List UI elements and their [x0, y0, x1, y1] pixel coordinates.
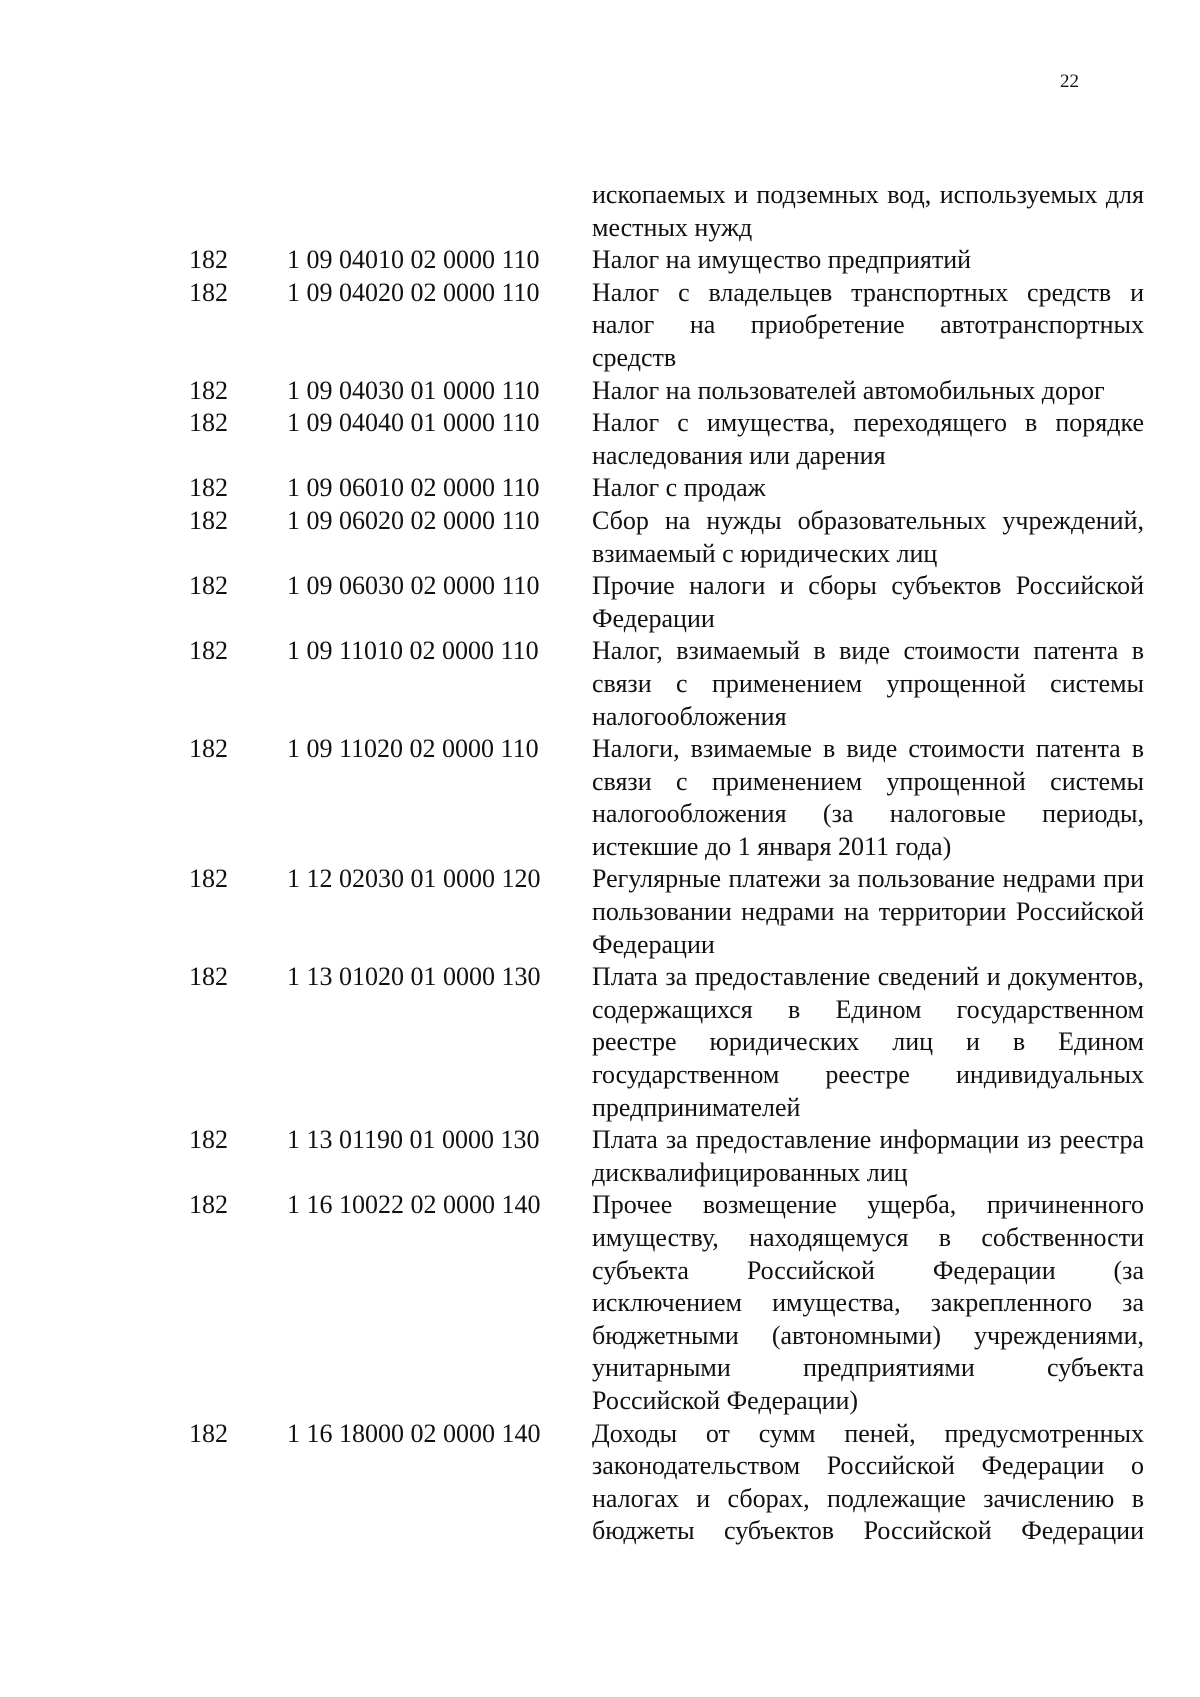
income-name-cell: Плата за предоставление информации из реестра дисквалифицированных лиц [592, 1125, 1144, 1187]
admin-code-cell: 182 [189, 505, 228, 535]
budget-code-cell: 1 12 02030 01 0000 120 [287, 864, 541, 894]
admin-code-cell: 182 [189, 962, 228, 992]
table-row [0, 375, 1200, 408]
admin-code-cell: 182 [189, 734, 228, 764]
income-name-cell: Сбор на нужды образовательных учреждений, взимаемый с юридических лиц [592, 505, 1144, 568]
budget-code-cell: 1 09 06010 02 0000 110 [287, 473, 540, 503]
admin-code-cell: 182 [189, 636, 228, 666]
table-row [0, 863, 1200, 961]
table-row [0, 733, 1200, 863]
income-name-cell: ископаемых и подземных вод, используемых для местных нужд [592, 180, 1144, 242]
table-row [0, 505, 1200, 570]
budget-code-cell: 1 09 06030 02 0000 110 [287, 571, 540, 601]
income-name-cell: Регулярные платежи за пользование недрами при пользовании недрами на территории Российской Федерации [592, 864, 1144, 959]
table-row [0, 961, 1200, 1124]
table-row [0, 244, 1200, 277]
income-name-cell: Прочее возмещение ущерба, причиненного имуществу, находящемуся в собственности субъекта Российской Федерации (за исключением имущества, закрепленного за бюджетными (автономными) учреждениями, унитарными предприятиями субъекта Российской Федерации) [592, 1190, 1144, 1415]
income-name-cell: Налог с продаж [592, 473, 766, 503]
income-name-cell: Налог с имущества, переходящего в порядке наследования или дарения [592, 408, 1144, 470]
table-row [0, 570, 1200, 635]
admin-code-cell: 182 [189, 473, 228, 503]
admin-code-cell: 182 [189, 1125, 228, 1155]
income-name-cell: Налог на пользователей автомобильных дорог [592, 375, 1105, 405]
page-number: 22 [1060, 71, 1079, 92]
admin-code-cell: 182 [189, 277, 228, 307]
income-name-cell: Налоги, взимаемые в виде стоимости патента в связи с применением упрощенной системы налогообложения (за налоговые периоды, истекшие до 1 января 2011 года) [592, 734, 1144, 861]
table-row [0, 1418, 1200, 1548]
table-row [0, 407, 1200, 472]
budget-code-cell: 1 13 01020 01 0000 130 [287, 962, 541, 992]
income-name-cell: Налог на имущество предприятий [592, 245, 972, 275]
income-name-cell: Налог с владельцев транспортных средств и налог на приобретение автотранспортных средств [592, 277, 1144, 372]
budget-code-cell: 1 09 04030 01 0000 110 [287, 375, 540, 405]
income-codes-table [0, 179, 1200, 1548]
income-name-cell: Плата за предоставление сведений и документов, содержащихся в Едином государственном реестре юридических лиц и в Едином государственном реестре индивидуальных предпринимателей [592, 962, 1144, 1122]
table-row [0, 1189, 1200, 1417]
budget-code-cell: 1 09 04040 01 0000 110 [287, 408, 540, 438]
income-name-cell: Доходы от сумм пеней, предусмотренных законодательством Российской Федерации о налогах и сборах, подлежащие зачислению в бюджеты субъектов Российской Федерации [592, 1418, 1144, 1546]
budget-code-cell: 1 09 11010 02 0000 110 [287, 636, 539, 666]
admin-code-cell: 182 [189, 408, 228, 438]
admin-code-cell: 182 [189, 245, 228, 275]
income-name-cell: Прочие налоги и сборы субъектов Российской Федерации [592, 571, 1144, 633]
budget-code-cell: 1 13 01190 01 0000 130 [287, 1125, 540, 1155]
budget-code-cell: 1 16 18000 02 0000 140 [287, 1418, 541, 1448]
admin-code-cell: 182 [189, 864, 228, 894]
budget-code-cell: 1 16 10022 02 0000 140 [287, 1190, 541, 1220]
admin-code-cell: 182 [189, 375, 228, 405]
table-row [0, 277, 1200, 375]
budget-code-cell: 1 09 04010 02 0000 110 [287, 245, 540, 275]
admin-code-cell: 182 [189, 571, 228, 601]
table-row [0, 1124, 1200, 1189]
budget-code-cell: 1 09 06020 02 0000 110 [287, 505, 540, 535]
budget-code-cell: 1 09 11020 02 0000 110 [287, 734, 539, 764]
table-row [0, 179, 1200, 244]
income-name-cell: Налог, взимаемый в виде стоимости патента в связи с применением упрощенной системы налогообложения [592, 636, 1144, 731]
table-row [0, 635, 1200, 733]
admin-code-cell: 182 [189, 1190, 228, 1220]
table-row [0, 472, 1200, 505]
budget-code-cell: 1 09 04020 02 0000 110 [287, 277, 540, 307]
admin-code-cell: 182 [189, 1418, 228, 1448]
